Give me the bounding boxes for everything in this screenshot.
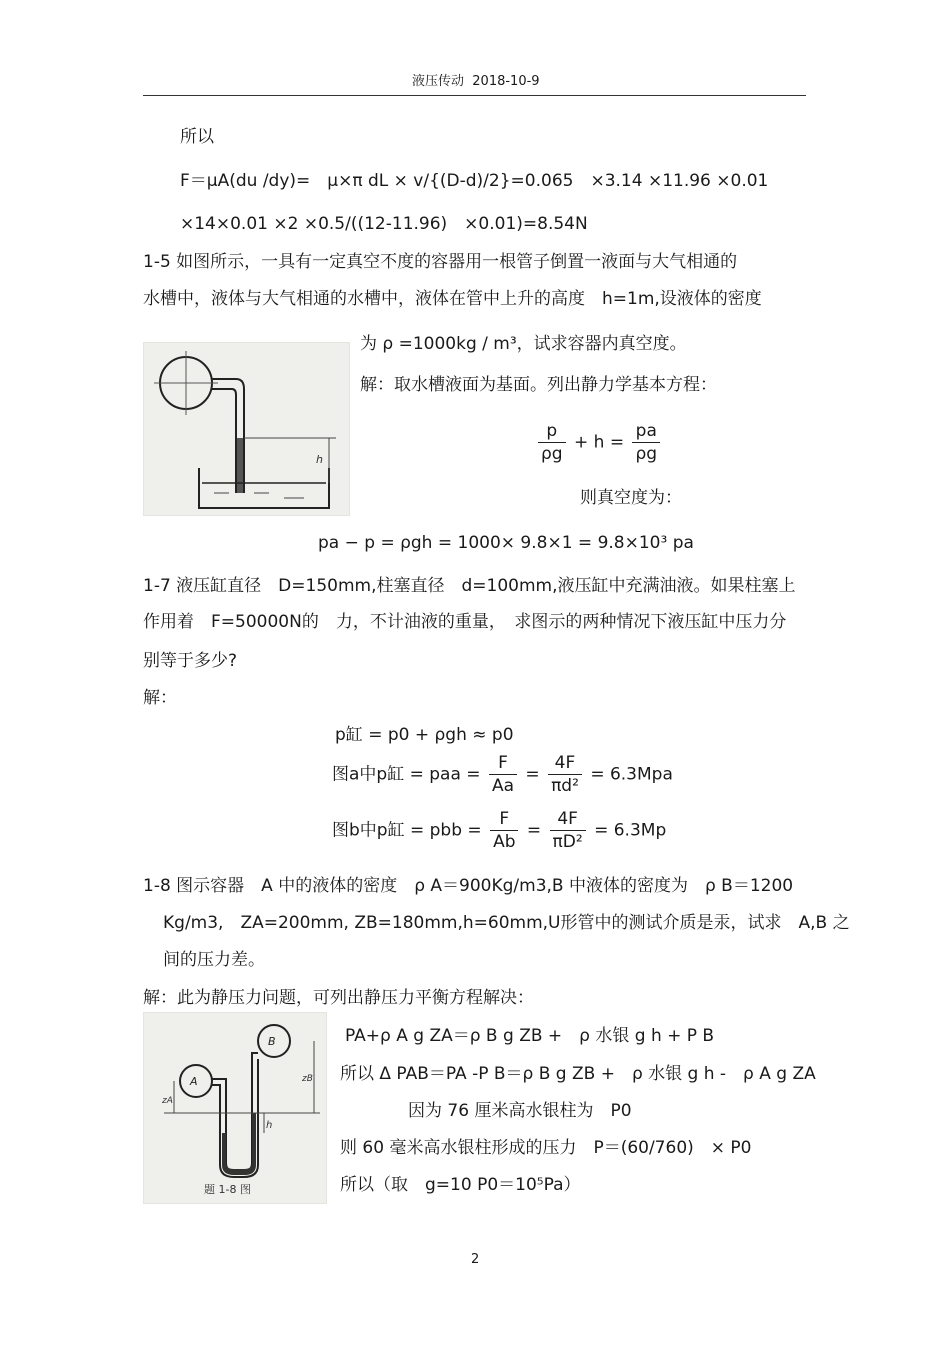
header-title: 液压传动 2018-10-9	[412, 74, 540, 89]
problem-1-5-line3: 为 ρ =1000kg / m³，试求容器内真空度。	[360, 334, 687, 354]
page-number: 2	[471, 1252, 480, 1267]
header-rule	[143, 95, 806, 96]
problem-1-5-line2: 水槽中，液体与大气相通的水槽中，液体在管中上升的高度 h=1m,设液体的密度	[143, 289, 762, 309]
mercury-pressure-eq: 则 60 毫米高水银柱形成的压力 P＝(60/760) × P0	[340, 1138, 752, 1158]
label-a: A	[190, 1075, 198, 1088]
vacuum-label: 则真空度为：	[580, 488, 682, 508]
figure-caption: 题 1-8 图	[204, 1183, 251, 1196]
label-b: B	[268, 1035, 276, 1048]
problem-1-8-line2: Kg/m3, ZA=200mm, ZB=180mm,h=60mm,U形管中的测试介质是汞，试求 A,B 之	[163, 913, 850, 933]
problem-1-7-solution: 解：	[143, 688, 177, 708]
vacuum-result: pa − p = ρgh = 1000× 9.8×1 = 9.8×10³ pa	[318, 533, 694, 553]
balance-equation: PA+ρ A g ZA＝ρ B g ZB + ρ 水银 g h + P B	[345, 1026, 715, 1046]
text-line: ×14×0.01 ×2 ×0.5/((12-11.96) ×0.01)=8.54N	[180, 214, 588, 234]
u-tube-manometer-diagram	[144, 1013, 326, 1203]
figure-1-5	[143, 342, 350, 516]
problem-1-7-line3: 别等于多少?	[143, 651, 238, 671]
problem-1-8-solution: 解：此为静压力问题，可列出静压力平衡方程解决：	[143, 988, 534, 1008]
problem-1-8-line1: 1-8 图示容器 A 中的液体的密度 ρ A＝900Kg/m3,B 中液体的密度为 ρ B＝1200	[143, 876, 794, 896]
problem-1-7-line2: 作用着 F=50000N的 力，不计油液的重量， 求图示的两种情况下液压缸中压力分	[143, 612, 787, 632]
figure-1-8	[143, 1012, 327, 1204]
problem-1-5-line1: 1-5 如图所示，一具有一定真空不度的容器用一根管子倒置一液面与大气相通的	[143, 252, 738, 272]
cylinder-pressure-eq: p缸 = p0 + ρgh ≈ p0	[335, 725, 514, 745]
pressure-difference-eq: 所以 Δ PAB＝PA -P B＝ρ B g ZB + ρ 水银 g h - ρ A g ZA	[340, 1064, 816, 1084]
text-line: 所以	[180, 127, 214, 147]
fig-a-equation: 图a中p缸 = paa = $\frac{F}{Aa}$ = $\frac{4F}{\text{πd²}}$ = 6.3Mpa	[332, 753, 673, 796]
statics-equation: $\frac{p}{\rho g}$ + h = $\frac{pa}{\rho g}$	[535, 420, 663, 465]
label-zb: zB	[302, 1074, 313, 1084]
label-h: h	[266, 1120, 273, 1131]
assumption-line: 所以（取 g=10 P0＝10⁵Pa）	[340, 1175, 581, 1195]
problem-1-7-line1: 1-7 液压缸直径 D=150mm,柱塞直径 d=100mm,液压缸中充满油液。如果柱塞上	[143, 576, 796, 596]
vacuum-vessel-diagram	[144, 343, 349, 515]
label-za: zA	[162, 1096, 173, 1106]
problem-1-5-solution: 解：取水槽液面为基面。列出静力学基本方程：	[360, 375, 717, 395]
mercury-note: 因为 76 厘米高水银柱为 P0	[408, 1101, 632, 1121]
problem-1-8-line3: 间的压力差。	[163, 950, 265, 970]
fig-b-equation: 图b中p缸 = pbb = $\frac{F}{Ab}$ = $\frac{4F}{\text{πD²}}$ = 6.3Mp	[332, 809, 667, 852]
text-line: F＝μA(du /dy)= μ×π dL × v/{(D-d)/2}=0.065 ×3.14 ×11.96 ×0.01	[180, 171, 769, 191]
h-label: h	[316, 453, 323, 466]
header-date: 2018-10-9	[472, 74, 540, 89]
